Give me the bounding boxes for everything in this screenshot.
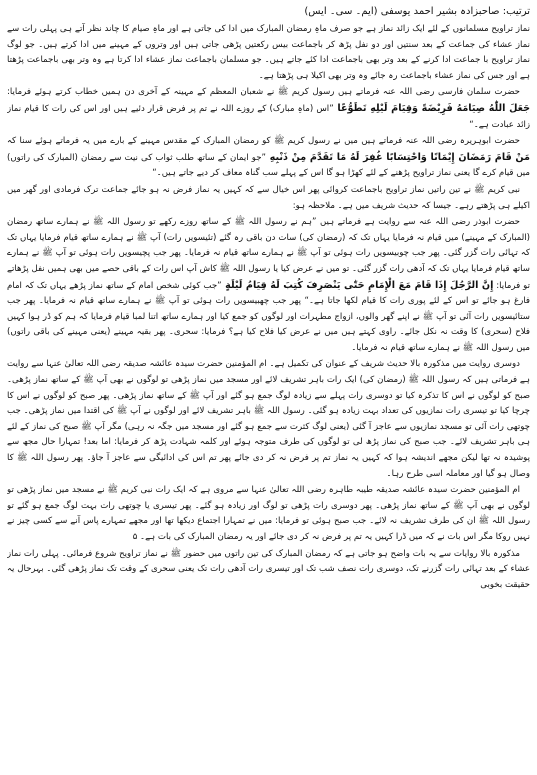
paragraph-text: مذکورہ بالا روایات سے یہ بات واضح ہو جاتی ہے کہ رمضان المبارک کی تین راتوں میں حضور ﷺ نے نماز تراویح شروع فرمائی۔ پہلی رات نماز عشاء کے بعد تہائی رات گزرنے تک، دوسری رات نصف شب تک اور تیسری رات آدھی رات تک یعنی سحری کے وقت تک نماز پڑھی گئی۔ بہرحال یہ حقیقت بخوبی [7, 548, 530, 590]
paragraph-tail: ”جو ایمان کے ساتھ طلب ثواب کی نیت سے رمضان (المبارک کی راتوں) میں قیام کرے گا یعنی نماز تراویح پڑھنے کے لئے کھڑا ہو گا اس کے پہلے سب گناہ معاف کر دیے جاتے ہیں۔“ [7, 152, 530, 179]
paragraph-p1 [7, 22, 530, 84]
paragraph-text: ام المؤمنین حضرت سیدہ عائشہ صدیقہ طیبہ طاہرہ رضی اللہ تعالیٰ عنہا سے مروی ہے کہ ایک رات نبی کریم ﷺ نے مسجد میں نماز پڑھی تو لوگوں نے بھی آپ ﷺ کے ساتھ نماز پڑھی۔ پھر دوسری رات پڑھی تو لوگ اور زیادہ ہو گئے۔ پھر تیسری یا چوتھی رات بہت لوگ جمع ہو گئے تو رسول اللہ ﷺ ان کی طرف تشریف نہ لائے۔ جب صبح ہوئی تو فرمایا: میں نے تمہارا اجتماع دیکھا تھا اور مجھے تمہارے پاس آنے سے کسی چیز نے نہیں روکا مگر اس بات نے کہ میں ڈرا کہیں یہ تم پر فرض نہ کر دی جائے اور یہ رمضان المبارک کی بات ہے۔ ۵ [7, 485, 530, 542]
paragraph-text: دوسری روایت میں مذکورہ بالا حدیث شریف کے عنوان کی تکمیل ہے۔ ام المؤمنین حضرت سیدہ عائشہ صدیقہ رضی اللہ تعالیٰ عنہا سے روایت ہے فرماتی ہیں کہ رسول اللہ ﷺ (رمضان کی) ایک رات باہر تشریف لائے اور مسجد میں نماز پڑھی تو لوگوں نے بھی آپ ﷺ کے ساتھ نماز پڑھی۔ صبح کو لوگوں نے اس کا تذکرہ کیا تو دوسری رات پہلے سے زیادہ لوگ جمع ہو گئے اور آپ ﷺ کے ساتھ نماز پڑھی۔ پھر صبح کو لوگوں نے اس کا چرچا کیا تو تیسری رات نمازیوں کی تعداد بہت زیادہ ہو گئی۔ رسول اللہ ﷺ باہر تشریف لائے اور لوگوں نے آپ ﷺ کی اقتدا میں نماز پڑھی۔ جب چوتھی رات آئی تو مسجد نمازیوں سے عاجز آ گئی (یعنی لوگ کثرت سے جمع ہو گئے اور مسجد میں جگہ نہ رہی) مگر آپ ﷺ صبح کی نماز کے لئے ہی باہر تشریف لائے۔ جب صبح کی نماز پڑھ لی تو لوگوں کی طرف متوجہ ہوئے اور کلمہ شہادت پڑھ کر فرمایا: اما بعد! تمہارا حال مجھ سے پوشیدہ نہ تھا لیکن مجھے اندیشہ ہوا کہ کہیں یہ نماز تم پر فرض نہ کر دی جائے پھر تم اس کی ادائیگی سے عاجز آ جاؤ۔ پھر رسول اللہ ﷺ کا وصال ہو گیا اور معاملہ اسی طرح رہا۔ [7, 359, 530, 479]
author-byline: ترتیب: صاحبزادہ بشیر احمد یوسفی (ایم۔ سی۔ ایس) [304, 6, 530, 17]
paragraph-p4 [7, 183, 530, 214]
paragraph-text: نماز تراویح مسلمانوں کے لئے ایک زائد نماز ہے جو صرف ماہِ رمضان المبارک میں ادا کی جاتی ہے اور ماہِ صیام کا چاند نظر آتے ہی پہلی رات سے نماز عشاء کی جماعت کے بعد سنتیں اور دو نفل پڑھ کر باجماعت بیس رکعتیں پڑھی جاتی ہیں اور وتروں کے مہینے میں ادا کرتے ہیں۔ جو لوگ نماز تراویح با جماعت ادا کرنے کے بعد وتر بھی باجماعت ادا کئے جاتے ہیں۔ جو مسلمان باجماعت نماز عشاء ادا کرتا ہے وہ وتر بھی باجماعت پڑھتا ہے اور جس کی نماز عشاء باجماعت رہ جائے وہ وتر بھی اکیلا ہی پڑھتا ہے۔ [7, 24, 530, 81]
paragraph-p5 [7, 215, 530, 356]
paragraph-p2 [7, 85, 530, 133]
document-page [7, 5, 530, 765]
paragraph-text: حضرت ابوہریرہ رضی اللہ عنہ فرماتے ہیں میں نے رسول کریم ﷺ کو رمضان المبارک کے مقدس مہینے کے بارے میں یہ فرماتے ہوئے سنا کہ [7, 136, 520, 147]
paragraph-text: نبی کریم ﷺ نے تین راتیں نماز تراویح باجماعت کروائی پھر اس خیال سے کہ کہیں یہ نماز فرض نہ ہو جائے جماعت ترک فرمادی اور گھر میں اکیلے ہی پڑھتے رہے۔ جیسا کہ حدیث شریف میں ہے۔ ملاحظہ ہو: [7, 184, 530, 211]
article-body [7, 22, 530, 593]
arabic-quote: مَنْ قَامَ رَمَضَانَ إِيْمَانًا وَاحْتِسَابًا غُفِرَ لَهُ مَا تَقَدَّمَ مِنْ ذَنْبِهِ [265, 151, 530, 163]
arabic-quote: إِنَّ الرَّجُلَ إِذَا قَامَ مَعَ الْإِمَامِ حَتّٰى يَنْصَرِفَ كُتِبَ لَهُ قِيَامُ لَيْلَةٍ [221, 279, 494, 291]
paragraph-tail: ”جب کوئی شخص امام کے ساتھ نماز پڑھے یہاں تک کہ امام فارغ ہو جائے تو اس کے لئے پوری رات کا قیام لکھا جاتا ہے۔“ پھر جب چھبیسویں رات ہوئی تو آپ ﷺ نے ہمارے ساتھ قیام نہ فرمایا۔ پھر جب ستائیسویں رات آئی تو آپ ﷺ نے اپنے گھر والوں، ازواج مطہرات اور لوگوں کو جمع کیا اور ہمارے ساتھ اتنا لمبا قیام فرمایا کہ ہم کو ڈر ہوا کہیں فلاح (سحری) کا وقت نہ نکل جائے۔ راوی کہتے ہیں میں نے عرض کیا فلاح کیا ہے؟ فرمایا: سحری۔ پھر بقیہ مہینے (یعنی مہینے کی باقی راتوں) میں رسول اللہ ﷺ نے ہمارے ساتھ قیام نہ فرمایا۔ [7, 280, 530, 353]
paragraph-tail: ”اس (ماہِ مبارک) کے روزے اللہ نے تم پر فرض قرار دئیے ہیں اور اس کی رات کا قیام نماز زائد عبادت ہے۔“ [7, 103, 530, 130]
paragraph-p3 [7, 134, 530, 182]
paragraph-p8 [7, 547, 530, 594]
arabic-quote: جَعَلَ اللّٰهُ صِيَامَهُ فَرِيْضَةً وَقِيَامَ لَيْلِهِ تَطَوُّعًا [333, 102, 530, 114]
paragraph-text: حضرت سلمان فارسی رضی اللہ عنہ فرماتے ہیں رسول کریم ﷺ نے شعبان المعظم کے مہینہ کے آخری دن ہمیں خطاب کرتے ہوئے فرمایا: [7, 87, 520, 98]
paragraph-text: حضرت ابوذر رضی اللہ عنہ سے روایت ہے فرماتے ہیں ”ہم نے رسول اللہ ﷺ کے ساتھ روزے رکھے تو رسول اللہ ﷺ نے ہمارے ساتھ رمضان (المبارک کے مہینے) میں قیام نہ فرمایا یہاں تک کہ (رمضان کی) سات دن باقی رہ گئے (تئیسویں رات) آپ ﷺ نے ہمارے ساتھ قیام فرمایا یہاں تک کہ تہائی رات گزر گئی۔ پھر جب چوبیسویں رات ہوئی تو آپ ﷺ نے ہمارے ساتھ قیام نہ فرمایا۔ پھر جب پچیسویں رات ہوئی تو آپ ﷺ نے ہمارے ساتھ قیام فرمایا یہاں تک کہ آدھی رات گزر گئی۔ تو میں نے عرض کیا یا رسول اللہ ﷺ کاش آپ اس رات کے باقی حصے میں بھی ہمیں نفل پڑھاتے تو فرمایا: [7, 217, 530, 291]
paragraph-p6 [7, 357, 530, 482]
paragraph-p7 [7, 483, 530, 545]
